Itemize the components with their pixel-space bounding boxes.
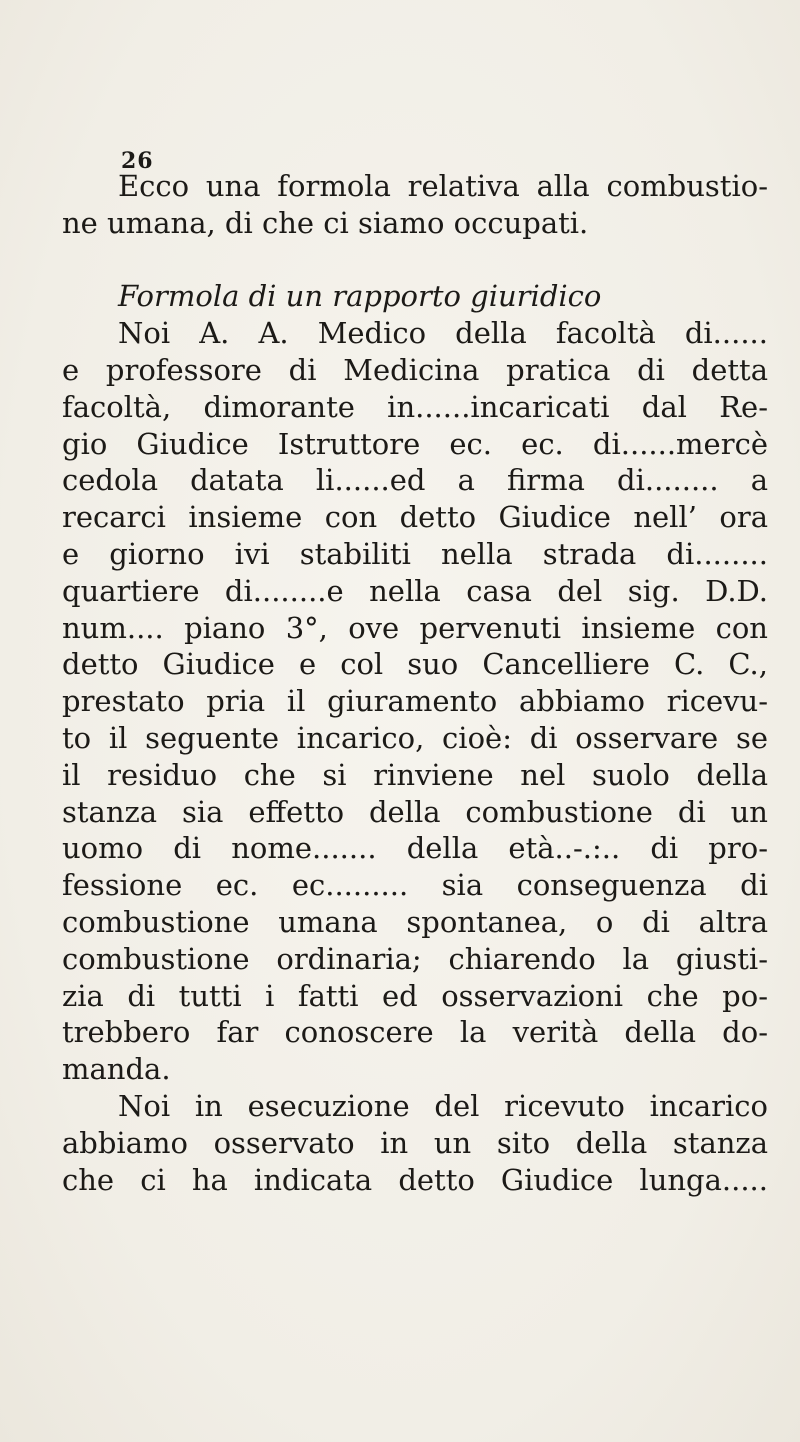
section-heading: Formola di un rapporto giuridico — [118, 279, 602, 314]
text-line: zia di tutti i fatti ed osservazioni che po- — [62, 978, 768, 1013]
text-line: num.... piano 3°, ove pervenuti insieme con — [62, 610, 768, 645]
text-line: manda. — [62, 1052, 171, 1087]
text-line: Noi in esecuzione del ricevuto incarico — [118, 1088, 768, 1123]
text-line: Ecco una formola relativa alla combustio- — [118, 169, 768, 203]
text-line: combustione umana spontanea, o di altra — [62, 904, 768, 939]
text-line: to il seguente incarico, cioè: di osservare se — [62, 720, 768, 755]
text-line: e professore di Medicina pratica di detta — [62, 352, 768, 387]
body-text — [62, 168, 768, 1198]
text-line: gio Giudice Istruttore ec. ec. di......mercè — [62, 426, 768, 461]
text-line: stanza sia effetto della combustione di un — [62, 794, 768, 829]
text-line: detto Giudice e col suo Cancelliere C. C., — [62, 647, 768, 682]
text-line: fessione ec. ec......... sia conseguenza di — [62, 868, 768, 903]
page-number: 26 — [121, 148, 154, 174]
text-line: che ci ha indicata detto Giudice lunga..... — [62, 1162, 768, 1197]
text-line: facoltà, dimorante in......incaricati dal Re- — [62, 389, 768, 424]
text-line: il residuo che si rinviene nel suolo della — [62, 757, 768, 792]
text-line: recarci insieme con detto Giudice nell’ ora — [62, 500, 768, 535]
text-line: ne umana, di che ci siamo occupati. — [62, 205, 589, 240]
paragraph-gap — [62, 242, 768, 279]
text-line: combustione ordinaria; chiarendo la giusti- — [62, 941, 768, 976]
text-line: quartiere di........e nella casa del sig. D.D. — [62, 573, 768, 608]
text-line: prestato pria il giuramento abbiamo ricevu- — [62, 684, 768, 719]
text-line: abbiamo osservato in un sito della stanza — [62, 1125, 768, 1160]
text-line: cedola datata li......ed a firma di........ a — [62, 463, 768, 498]
text-line: trebbero far conoscere la verità della do- — [62, 1015, 768, 1050]
text-line: Noi A. A. Medico della facoltà di...... — [118, 316, 768, 351]
text-line: uomo di nome....... della età..-.:.. di pro- — [62, 831, 768, 866]
text-line: e giorno ivi stabiliti nella strada di........ — [62, 536, 768, 571]
